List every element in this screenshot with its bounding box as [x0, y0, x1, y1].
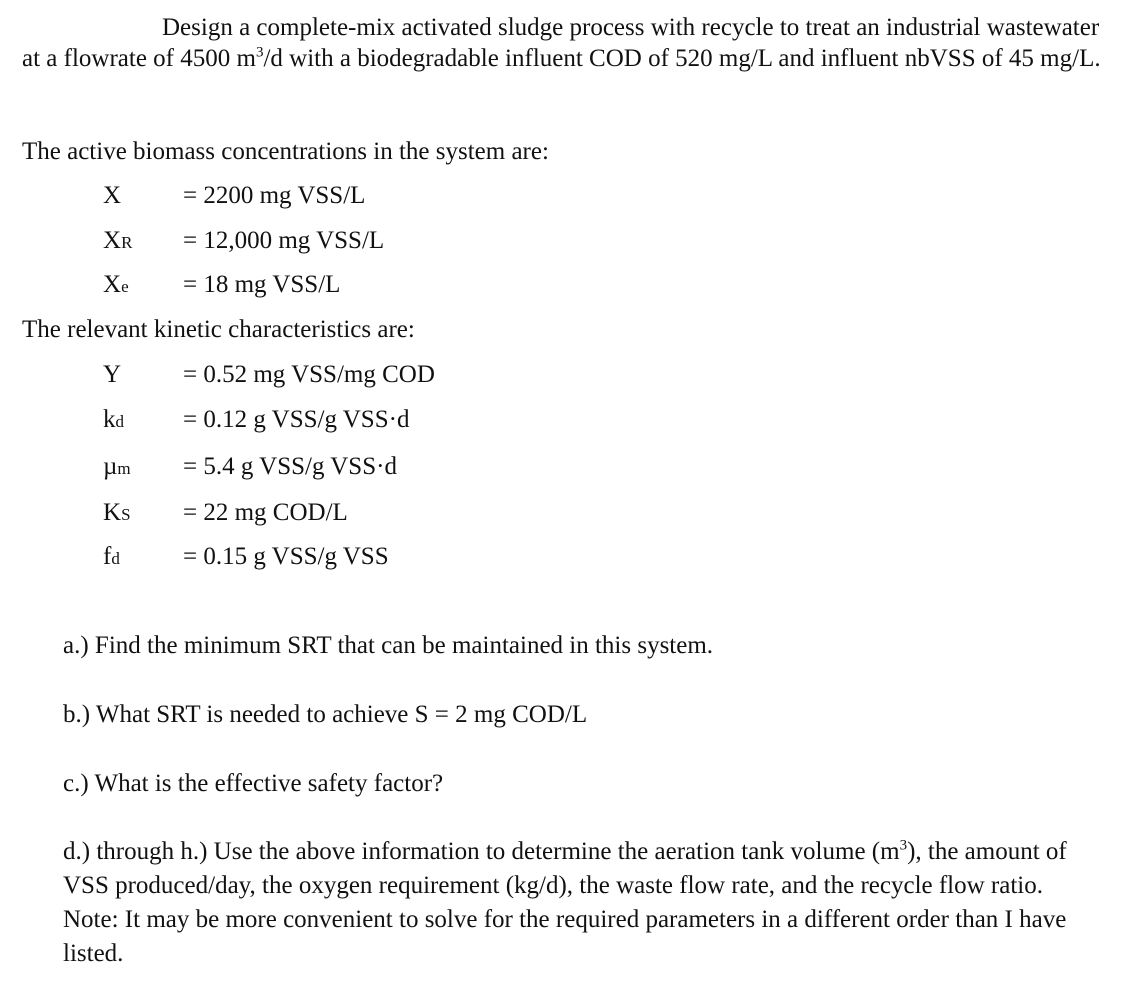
variable-symbol: Y [103, 361, 122, 388]
problem-statement-part2: /d with a biodegradable influent COD of 520 mg/L and influent nbVSS of 45 mg/L. [263, 45, 1101, 72]
question-b: b.) What SRT is needed to achieve S = 2 mg COD/L [63, 701, 588, 728]
variable-value: = 0.12 g VSS/g VSS·d [183, 406, 410, 433]
problem-statement-part1: Design a complete-mix activated sludge process with recycle to treat an industrial wastewater at a flowrate of 4500 m [22, 14, 1100, 72]
variable-value: = 12,000 mg VSS/L [183, 227, 385, 254]
variable-symbol: KS [103, 499, 131, 526]
question-d-part2: ), the amount of VSS produced/day, the oxygen requirement (kg/d), the waste flow rate, and the recycle flow ratio. Note: It may be more convenient to solve for the required parameters in a different order than I have listed. [63, 838, 1067, 967]
variable-value: = 5.4 g VSS/g VSS·d [183, 453, 397, 480]
kinetics-heading: The relevant kinetic characteristics are: [22, 316, 415, 343]
variable-symbol: X [103, 182, 122, 209]
question-a: a.) Find the minimum SRT that can be maintained in this system. [63, 632, 714, 659]
variable-value: = 22 mg COD/L [183, 499, 348, 526]
variable-symbol: fd [103, 543, 120, 570]
variable-value: = 18 mg VSS/L [183, 271, 341, 298]
biomass-heading: The active biomass concentrations in the system are: [22, 138, 549, 165]
variable-symbol: Xe [103, 271, 129, 298]
superscript-cubed: 3 [899, 837, 908, 854]
question-d-through-h [63, 835, 1093, 971]
superscript-cubed: 3 [255, 44, 264, 61]
variable-value: = 0.52 mg VSS/mg COD [183, 361, 435, 388]
problem-statement [22, 12, 1112, 74]
question-d-part1: d.) through h.) Use the above information to determine the aeration tank volume (m [63, 838, 900, 865]
variable-value: = 0.15 g VSS/g VSS [183, 543, 389, 570]
variable-value: = 2200 mg VSS/L [183, 182, 366, 209]
variable-symbol: kd [103, 406, 124, 433]
variable-symbol: µm [103, 453, 131, 480]
variable-symbol: XR [103, 227, 133, 254]
question-c: c.) What is the effective safety factor? [63, 770, 444, 797]
